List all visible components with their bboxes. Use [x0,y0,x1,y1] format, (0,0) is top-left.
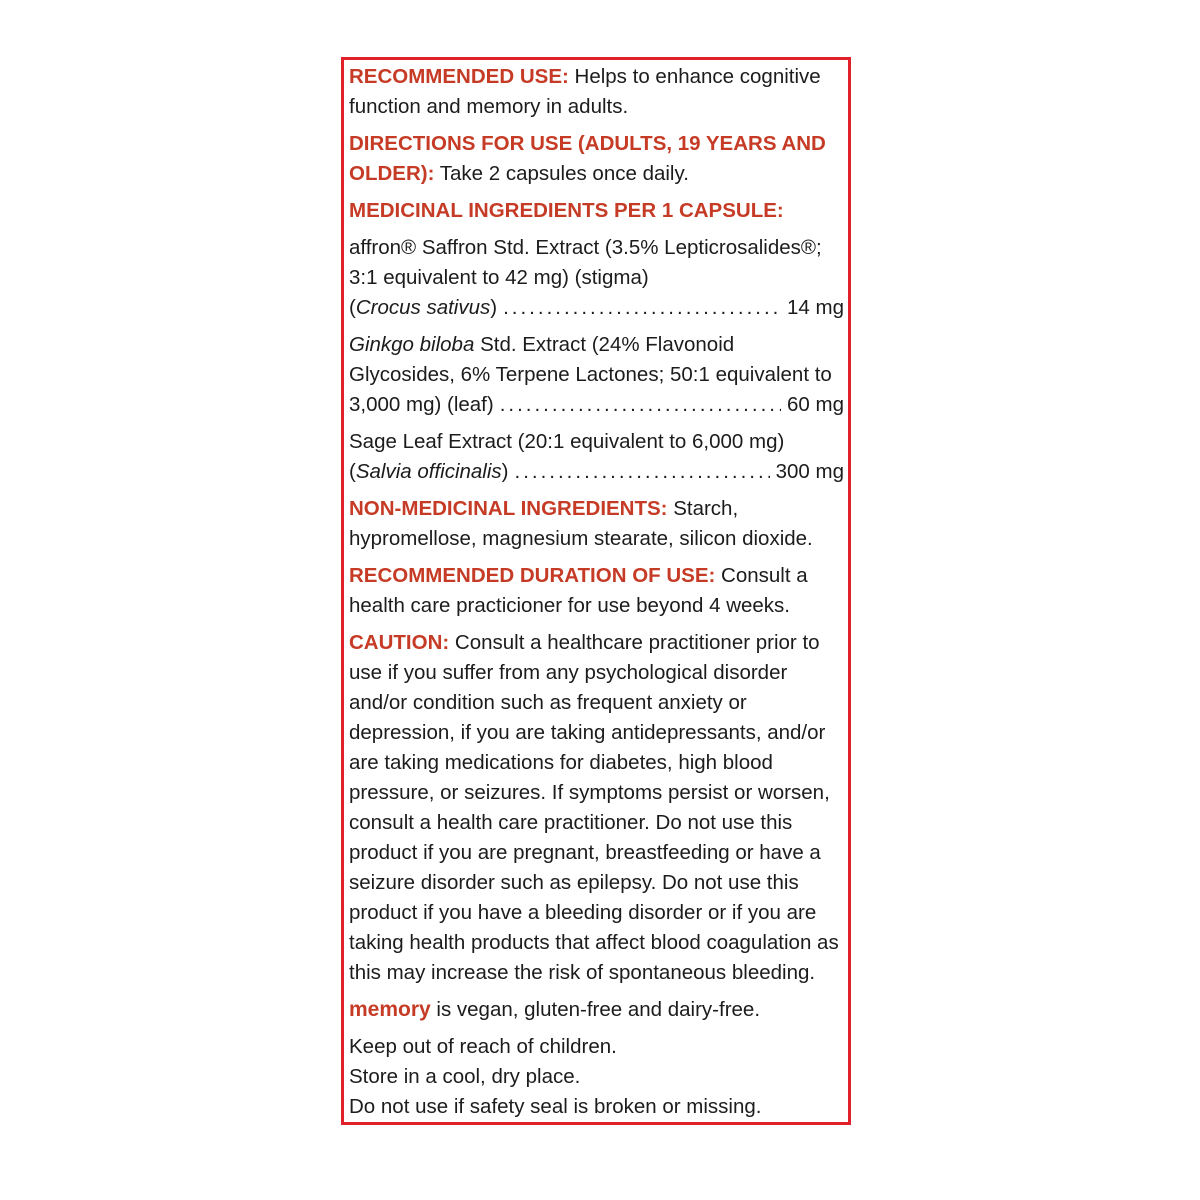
ingredient-description: Sage Leaf Extract (20:1 equivalent to 6,000 mg) [349,430,785,453]
ingredient-part: 3,000 mg) (leaf) [349,393,494,416]
recommended-use-text: Helps to enhance cognitive function and memory in adults. [349,65,821,118]
ingredient-latin-name: (Crocus sativus) [349,296,498,319]
non-medicinal-section [349,494,844,554]
recommended-use-section [349,62,844,122]
caution-heading: CAUTION: [349,631,450,654]
duration-text: Consult a health care practicioner for use beyond 4 weeks. [349,564,808,617]
ingredient-latin-name: Ginkgo biloba [349,333,475,356]
dot-leader [503,293,781,323]
ingredient-item-sage [349,427,844,487]
brand-name: memory [349,998,431,1021]
storage-section [349,1032,844,1122]
ingredient-amount-line [349,457,844,487]
storage-line: Keep out of reach of children. [349,1035,617,1058]
ingredient-amount-line [349,293,844,323]
ingredient-amount-line [349,390,844,420]
dot-leader [515,457,770,487]
directions-text: Take 2 capsules once daily. [434,162,689,185]
ingredient-amount: 60 mg [787,393,844,416]
supplement-label-panel [341,57,851,1125]
duration-heading: RECOMMENDED DURATION OF USE: [349,564,716,587]
brand-note-text: is vegan, gluten-free and dairy-free. [430,998,761,1021]
ingredient-description: Ginkgo biloba Std. Extract (24% Flavonoid Glycosides, 6% Terpene Lactones; 50:1 equivalent to [349,333,832,386]
ingredient-description: affron® Saffron Std. Extract (3.5% Lepticrosalides®; 3:1 equivalent to 42 mg) (stigma) [349,236,822,289]
directions-heading: DIRECTIONS FOR USE (ADULTS, 19 YEARS AND OLDER): [349,132,826,185]
brand-note [349,995,844,1025]
ingredient-item-ginkgo [349,330,844,420]
recommended-use-heading: RECOMMENDED USE: [349,65,569,88]
storage-line: Do not use if safety seal is broken or missing. [349,1095,762,1118]
ingredient-latin-name: (Salvia officinalis) [349,460,509,483]
caution-text: Consult a healthcare practitioner prior to use if you suffer from any psychological disorder and/or condition such as frequent anxiety or depression, if you are taking antidepressants, and/or are taking medications for diabetes, high blood pressure, or seizures. If symptoms persist or worsen, consult a health care practitioner. Do not use this product if you are pregnant, breastfeeding or have a seizure disorder such as epilepsy. Do not use this product if you have a bleeding disorder or if you are taking health products that affect blood coagulation as this may increase the risk of spontaneous bleeding. [349,631,839,984]
medicinal-heading: MEDICINAL INGREDIENTS PER 1 CAPSULE: [349,199,784,222]
ingredient-item-saffron [349,233,844,323]
dot-leader [500,390,781,420]
medicinal-heading-row [349,196,844,226]
non-medicinal-heading: NON-MEDICINAL INGREDIENTS: [349,497,668,520]
duration-section [349,561,844,621]
non-medicinal-text: Starch, hypromellose, magnesium stearate, silicon dioxide. [349,497,813,550]
ingredient-amount: 14 mg [787,296,844,319]
ingredient-amount: 300 mg [775,460,844,483]
storage-line: Store in a cool, dry place. [349,1065,581,1088]
directions-section [349,129,844,189]
caution-section [349,628,844,988]
